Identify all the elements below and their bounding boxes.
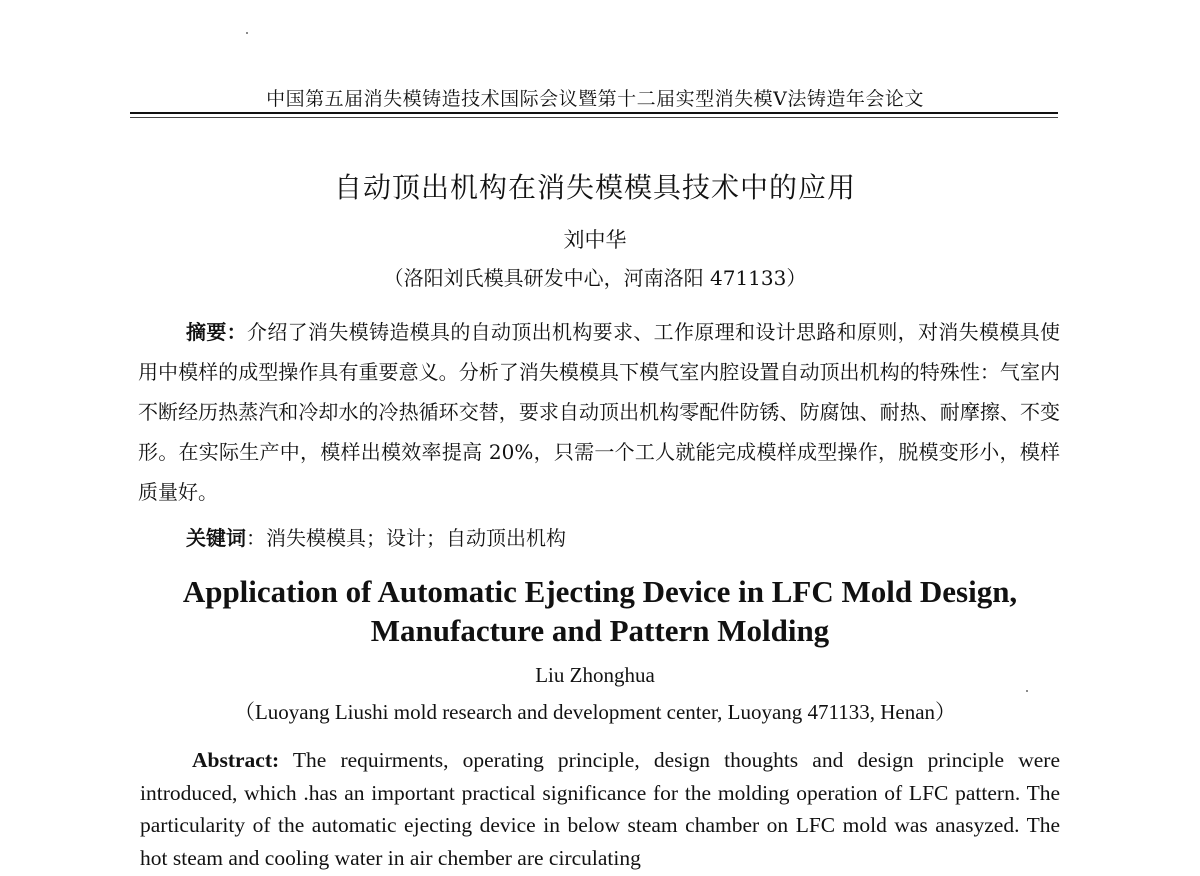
english-abstract-text: The requirments, operating principle, design thoughts and design principle were introduced, which .has an important practical significance for the molding operation of LFC pattern. The particularity of the automatic ejecting device in below steam chamber on LFC mold was anasyzed. The hot steam and cooling water in air chember are circulating: [140, 748, 1060, 870]
english-abstract: [140, 744, 1060, 874]
chinese-keywords-label: 关键词: [186, 526, 246, 550]
scan-speck: [246, 32, 248, 34]
chinese-abstract-text: 介绍了消失模铸造模具的自动顶出机构要求、工作原理和设计思路和原则，对消失模模具使用中模样的成型操作具有重要意义。分析了消失模模具下模气室内腔设置自动顶出机构的特殊性：气室内不断经历热蒸汽和冷却水的冷热循环交替，要求自动顶出机构零配件防锈、防腐蚀、耐热、耐摩擦、不变形。在实际生产中，模样出模效率提高 20%，只需一个工人就能完成模样成型操作，脱模变形小，模样质量好。: [138, 320, 1061, 504]
header-rule-thin: [130, 117, 1058, 118]
english-author: Liu Zhonghua: [535, 663, 655, 687]
english-title-line-1: Application of Automatic Ejecting Device in LFC Mold Design,: [182, 574, 1018, 609]
chinese-keywords: [186, 522, 1056, 551]
chinese-keywords-separator: ：: [246, 526, 266, 550]
chinese-title: 自动顶出机构在消失模模具技术中的应用: [333, 171, 856, 204]
chinese-affiliation: （洛阳刘氏模具研发中心，河南洛阳 471133）: [383, 266, 807, 290]
chinese-abstract-separator: ：: [226, 320, 248, 344]
english-title-line-2: Manufacture and Pattern Molding: [370, 613, 830, 648]
english-abstract-label: Abstract:: [192, 748, 280, 772]
scan-speck: [1026, 690, 1028, 692]
chinese-keywords-text: 消失模模具；设计；自动顶出机构: [266, 526, 566, 550]
header-rule: [130, 112, 1058, 114]
running-header: 中国第五届消失模铸造技术国际会议暨第十二届实型消失模V法铸造年会论文: [266, 88, 924, 110]
english-title: [120, 572, 1080, 650]
chinese-abstract-label: 摘要: [186, 320, 227, 344]
english-affiliation: （Luoyang Liushi mold research and development center, Luoyang 471133, Henan）: [233, 700, 957, 724]
chinese-author: 刘中华: [563, 228, 627, 252]
chinese-abstract: [138, 312, 1060, 512]
